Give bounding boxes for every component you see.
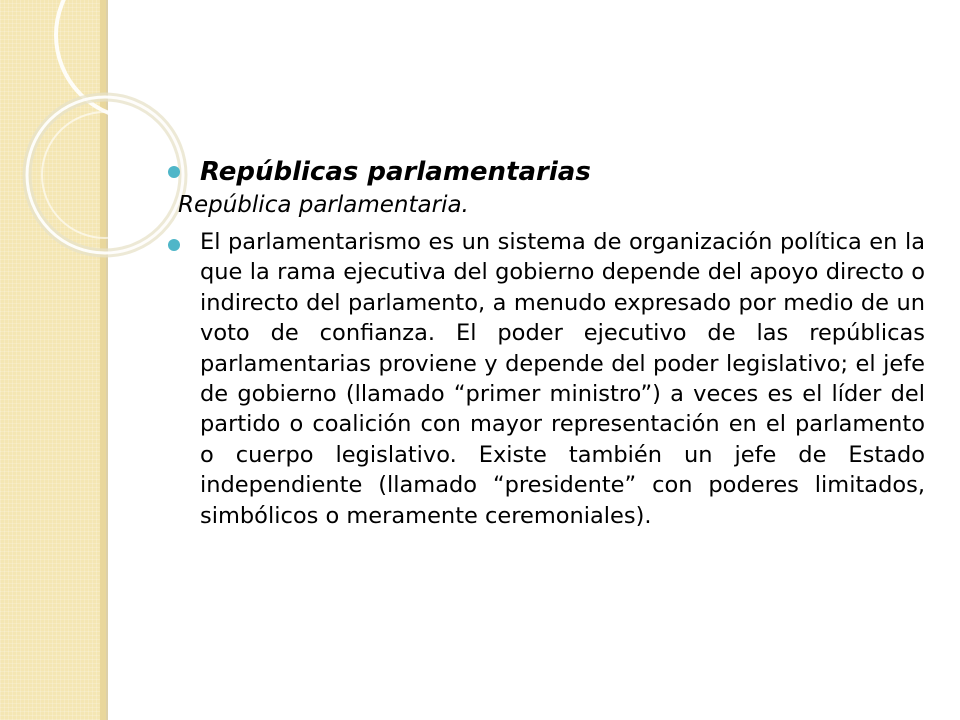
inner-ring: [42, 112, 168, 238]
slide-heading: Repúblicas parlamentarias: [200, 157, 591, 187]
bullet-heading-item: [160, 155, 930, 189]
bullet-paragraph-item: [160, 227, 930, 531]
slide-content: [160, 155, 930, 531]
bullet-dot-icon: [168, 166, 180, 178]
slide-subheading: República parlamentaria.: [178, 192, 469, 218]
bullet-dot-icon: [168, 239, 180, 251]
slide-paragraph: El parlamentarismo es un sistema de organización política en la que la rama ejecutiva del gobierno depende del apoyo directo o indirecto del parlamento, a menudo expresado por medio de un voto de confianza. El poder ejecutivo de las repúblicas parlamentarias proviene y depende del poder legislativo; el jefe de gobierno (llamado “primer ministro”) a veces es el líder del partido o coalición con mayor representación en el parlamento o cuerpo legislativo. Existe también un jefe de Estado independiente (llamado “presidente” con poderes limitados, simbólicos o meramente ceremoniales).: [200, 229, 925, 529]
